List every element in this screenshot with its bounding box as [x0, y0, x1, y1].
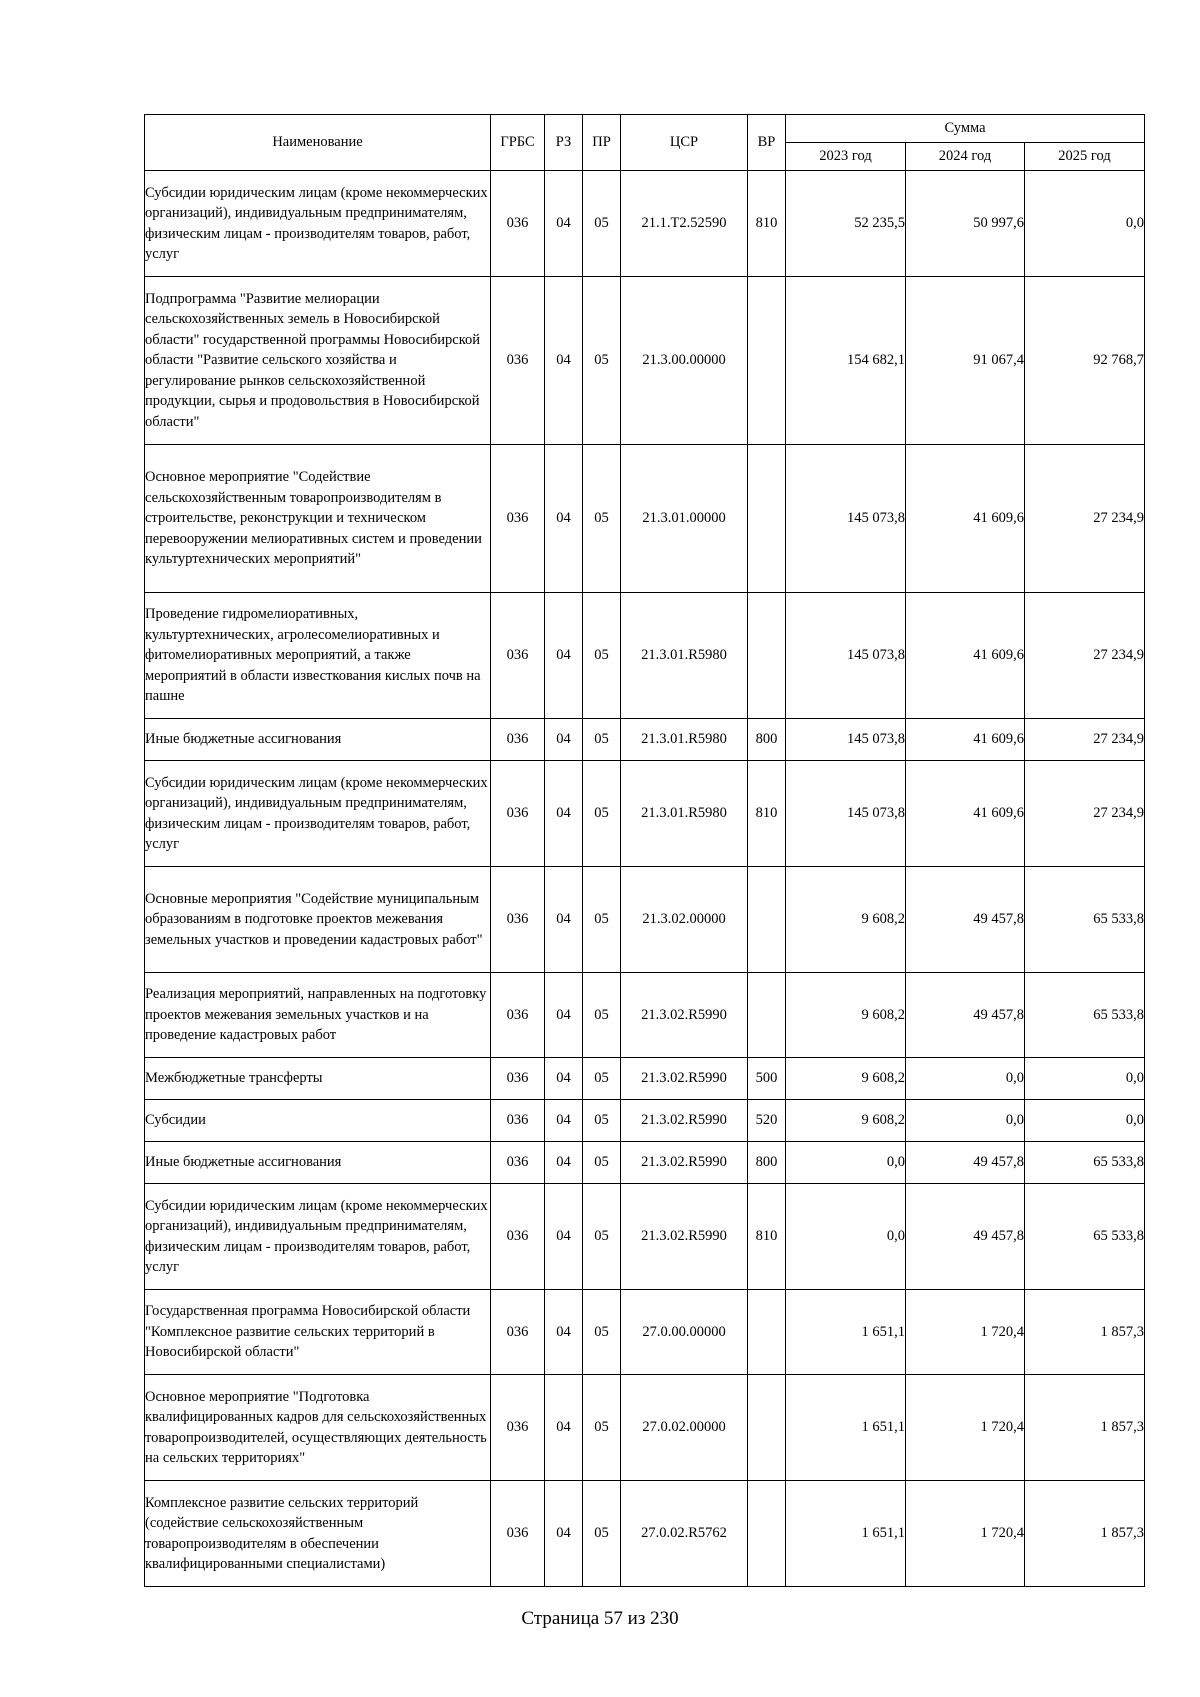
row-rz: 04: [545, 1184, 583, 1290]
row-vr: 520: [748, 1100, 786, 1142]
row-pr: 05: [583, 1481, 621, 1587]
row-name: Субсидии: [145, 1100, 491, 1142]
row-sum-2025: 0,0: [1025, 1100, 1145, 1142]
row-grbs: 036: [491, 719, 545, 761]
row-sum-2024: 41 609,6: [906, 719, 1025, 761]
row-sum-2025: 1 857,3: [1025, 1375, 1145, 1481]
row-pr: 05: [583, 1058, 621, 1100]
table-row: [145, 719, 1145, 761]
header-row-1: [145, 115, 1145, 143]
row-vr: [748, 1375, 786, 1481]
row-name: Основное мероприятие "Подготовка квалифицированных кадров для сельскохозяйственных товаропроизводителей, осуществляющих деятельность на сельских территориях": [145, 1375, 491, 1481]
row-grbs: 036: [491, 1142, 545, 1184]
header-rz: РЗ: [545, 115, 583, 171]
row-rz: 04: [545, 1058, 583, 1100]
row-name: Основное мероприятие "Содействие сельскохозяйственным товаропроизводителям в строительстве, реконструкции и техническом перевооружении мелиоративных систем и проведении культуртехнических мероприятий": [145, 445, 491, 593]
table-row: [145, 1184, 1145, 1290]
row-sum-2023: 1 651,1: [786, 1290, 906, 1375]
row-csr: 21.3.00.00000: [621, 277, 748, 445]
row-sum-2025: 65 533,8: [1025, 1142, 1145, 1184]
row-name: Иные бюджетные ассигнования: [145, 719, 491, 761]
row-sum-2024: 49 457,8: [906, 973, 1025, 1058]
table-row: [145, 1142, 1145, 1184]
row-vr: [748, 973, 786, 1058]
table-row: [145, 761, 1145, 867]
row-vr: [748, 1290, 786, 1375]
row-sum-2024: 0,0: [906, 1058, 1025, 1100]
row-sum-2023: 9 608,2: [786, 1100, 906, 1142]
table-row: [145, 171, 1145, 277]
row-rz: 04: [545, 277, 583, 445]
table-row: [145, 1375, 1145, 1481]
row-grbs: 036: [491, 1375, 545, 1481]
header-year-2025: 2025 год: [1025, 143, 1145, 171]
table-row: [145, 1058, 1145, 1100]
row-sum-2024: 49 457,8: [906, 867, 1025, 973]
row-pr: 05: [583, 1290, 621, 1375]
row-vr: 800: [748, 719, 786, 761]
header-name: Наименование: [145, 115, 491, 171]
row-sum-2025: 0,0: [1025, 171, 1145, 277]
row-sum-2024: 41 609,6: [906, 445, 1025, 593]
row-rz: 04: [545, 867, 583, 973]
row-pr: 05: [583, 1142, 621, 1184]
table-row: [145, 973, 1145, 1058]
row-sum-2023: 0,0: [786, 1142, 906, 1184]
row-pr: 05: [583, 593, 621, 719]
row-csr: 21.3.01.R5980: [621, 719, 748, 761]
row-sum-2024: 0,0: [906, 1100, 1025, 1142]
row-csr: 21.3.02.R5990: [621, 1058, 748, 1100]
row-vr: [748, 593, 786, 719]
row-grbs: 036: [491, 1100, 545, 1142]
row-pr: 05: [583, 445, 621, 593]
row-sum-2023: 145 073,8: [786, 445, 906, 593]
row-sum-2023: 9 608,2: [786, 1058, 906, 1100]
row-name: Подпрограмма "Развитие мелиорации сельскохозяйственных земель в Новосибирской области" государственной программы Новосибирской области "Развитие сельского хозяйства и регулирование рынков сельскохозяйственной продукции, сырья и продовольствия в Новосибирской области": [145, 277, 491, 445]
row-pr: 05: [583, 1375, 621, 1481]
row-csr: 21.3.01.R5980: [621, 593, 748, 719]
row-csr: 21.1.T2.52590: [621, 171, 748, 277]
row-csr: 21.3.01.R5980: [621, 761, 748, 867]
page-number: Страница 57 из 230: [521, 1608, 679, 1629]
row-vr: 810: [748, 1184, 786, 1290]
row-sum-2023: 154 682,1: [786, 277, 906, 445]
row-grbs: 036: [491, 1481, 545, 1587]
row-csr: 21.3.01.00000: [621, 445, 748, 593]
row-rz: 04: [545, 719, 583, 761]
row-pr: 05: [583, 973, 621, 1058]
row-sum-2023: 1 651,1: [786, 1481, 906, 1587]
row-grbs: 036: [491, 1184, 545, 1290]
row-sum-2023: 1 651,1: [786, 1375, 906, 1481]
row-sum-2023: 0,0: [786, 1184, 906, 1290]
row-pr: 05: [583, 867, 621, 973]
row-vr: [748, 445, 786, 593]
table-row: [145, 1290, 1145, 1375]
row-grbs: 036: [491, 445, 545, 593]
row-csr: 27.0.02.R5762: [621, 1481, 748, 1587]
row-sum-2023: 52 235,5: [786, 171, 906, 277]
row-csr: 21.3.02.R5990: [621, 1100, 748, 1142]
row-sum-2024: 1 720,4: [906, 1481, 1025, 1587]
row-sum-2023: 9 608,2: [786, 973, 906, 1058]
row-grbs: 036: [491, 867, 545, 973]
row-name: Проведение гидромелиоративных, культуртехнических, агролесомелиоративных и фитомелиоративных мероприятий, а также мероприятий в области известкования кислых почв на пашне: [145, 593, 491, 719]
row-grbs: 036: [491, 171, 545, 277]
row-vr: 800: [748, 1142, 786, 1184]
row-pr: 05: [583, 277, 621, 445]
row-sum-2024: 91 067,4: [906, 277, 1025, 445]
row-csr: 21.3.02.R5990: [621, 1184, 748, 1290]
row-rz: 04: [545, 1481, 583, 1587]
table-row: [145, 277, 1145, 445]
row-rz: 04: [545, 171, 583, 277]
row-sum-2024: 41 609,6: [906, 761, 1025, 867]
row-rz: 04: [545, 761, 583, 867]
row-rz: 04: [545, 1375, 583, 1481]
row-vr: 810: [748, 761, 786, 867]
table-row: [145, 867, 1145, 973]
row-rz: 04: [545, 1142, 583, 1184]
row-name: Комплексное развитие сельских территорий (содействие сельскохозяйственным товаропроизводителям в обеспечении квалифицированными специалистами): [145, 1481, 491, 1587]
row-sum-2024: 49 457,8: [906, 1184, 1025, 1290]
row-sum-2025: 1 857,3: [1025, 1481, 1145, 1587]
row-name: Реализация мероприятий, направленных на подготовку проектов межевания земельных участков и на проведение кадастровых работ: [145, 973, 491, 1058]
header-pr: ПР: [583, 115, 621, 171]
row-pr: 05: [583, 719, 621, 761]
row-name: Субсидии юридическим лицам (кроме некоммерческих организаций), индивидуальным предпринимателям, физическим лицам - производителям товаров, работ, услуг: [145, 1184, 491, 1290]
row-pr: 05: [583, 1184, 621, 1290]
row-pr: 05: [583, 171, 621, 277]
table-body: [145, 171, 1145, 1587]
row-sum-2024: 1 720,4: [906, 1375, 1025, 1481]
row-csr: 27.0.02.00000: [621, 1375, 748, 1481]
row-rz: 04: [545, 445, 583, 593]
table-row: [145, 593, 1145, 719]
row-sum-2023: 145 073,8: [786, 593, 906, 719]
table-row: [145, 1481, 1145, 1587]
row-pr: 05: [583, 761, 621, 867]
row-name: Субсидии юридическим лицам (кроме некоммерческих организаций), индивидуальным предпринимателям, физическим лицам - производителям товаров, работ, услуг: [145, 761, 491, 867]
row-grbs: 036: [491, 277, 545, 445]
row-name: Основные мероприятия "Содействие муниципальным образованиям в подготовке проектов межевания земельных участков и проведении кадастровых работ": [145, 867, 491, 973]
header-csr: ЦСР: [621, 115, 748, 171]
row-sum-2025: 27 234,9: [1025, 593, 1145, 719]
header-vr: ВР: [748, 115, 786, 171]
row-sum-2025: 27 234,9: [1025, 761, 1145, 867]
row-rz: 04: [545, 1290, 583, 1375]
row-rz: 04: [545, 973, 583, 1058]
row-name: Субсидии юридическим лицам (кроме некоммерческих организаций), индивидуальным предпринимателям, физическим лицам - производителям товаров, работ, услуг: [145, 171, 491, 277]
row-sum-2025: 27 234,9: [1025, 445, 1145, 593]
row-csr: 27.0.00.00000: [621, 1290, 748, 1375]
header-year-2023: 2023 год: [786, 143, 906, 171]
row-vr: [748, 867, 786, 973]
row-rz: 04: [545, 593, 583, 719]
row-sum-2024: 50 997,6: [906, 171, 1025, 277]
row-name: Государственная программа Новосибирской области "Комплексное развитие сельских территорий в Новосибирской области": [145, 1290, 491, 1375]
row-name: Межбюджетные трансферты: [145, 1058, 491, 1100]
row-grbs: 036: [491, 1290, 545, 1375]
row-vr: [748, 277, 786, 445]
row-csr: 21.3.02.R5990: [621, 973, 748, 1058]
table-row: [145, 1100, 1145, 1142]
row-sum-2023: 9 608,2: [786, 867, 906, 973]
row-grbs: 036: [491, 593, 545, 719]
row-sum-2025: 65 533,8: [1025, 867, 1145, 973]
row-vr: 500: [748, 1058, 786, 1100]
row-sum-2025: 65 533,8: [1025, 973, 1145, 1058]
row-sum-2024: 41 609,6: [906, 593, 1025, 719]
row-sum-2023: 145 073,8: [786, 719, 906, 761]
row-sum-2025: 0,0: [1025, 1058, 1145, 1100]
table-row: [145, 445, 1145, 593]
row-sum-2025: 27 234,9: [1025, 719, 1145, 761]
header-sum: Сумма: [786, 115, 1145, 143]
row-pr: 05: [583, 1100, 621, 1142]
row-sum-2024: 49 457,8: [906, 1142, 1025, 1184]
row-grbs: 036: [491, 761, 545, 867]
row-vr: [748, 1481, 786, 1587]
row-sum-2025: 65 533,8: [1025, 1184, 1145, 1290]
row-name: Иные бюджетные ассигнования: [145, 1142, 491, 1184]
row-sum-2023: 145 073,8: [786, 761, 906, 867]
row-vr: 810: [748, 171, 786, 277]
row-sum-2025: 92 768,7: [1025, 277, 1145, 445]
row-grbs: 036: [491, 1058, 545, 1100]
row-csr: 21.3.02.00000: [621, 867, 748, 973]
header-year-2024: 2024 год: [906, 143, 1025, 171]
row-grbs: 036: [491, 973, 545, 1058]
row-sum-2024: 1 720,4: [906, 1290, 1025, 1375]
budget-table: [144, 114, 1145, 1587]
header-grbs: ГРБС: [491, 115, 545, 171]
row-csr: 21.3.02.R5990: [621, 1142, 748, 1184]
row-rz: 04: [545, 1100, 583, 1142]
row-sum-2025: 1 857,3: [1025, 1290, 1145, 1375]
